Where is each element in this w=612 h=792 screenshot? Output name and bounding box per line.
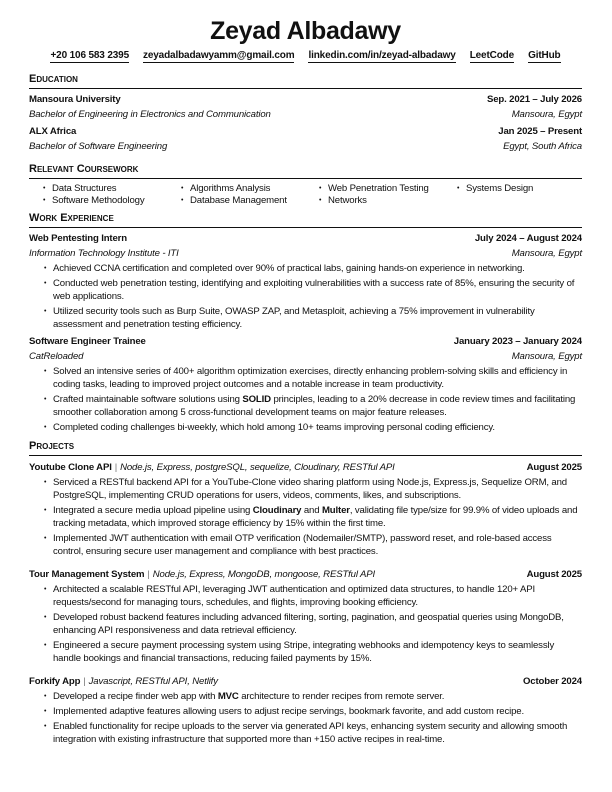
coursework-item: • Networks (319, 195, 457, 207)
job-dates: July 2024 – August 2024 (474, 233, 582, 244)
job-title: Software Engineer Trainee (29, 336, 146, 347)
job-location: Mansoura, Egypt (511, 248, 582, 259)
bullet-text: Achieved CCNA certification and completed over 90% of practical labs, gaining hands-on experience in networking. (53, 263, 525, 274)
separator: | (147, 569, 150, 580)
phone-link[interactable]: +20 106 583 2395 (50, 50, 129, 61)
job-location: Mansoura, Egypt (511, 351, 582, 362)
bullet-list (29, 690, 582, 746)
entry-row (29, 248, 582, 260)
education-dates: Jan 2025 – Present (498, 126, 582, 137)
organization: Information Technology Institute - ITI (29, 248, 179, 259)
organization: CatReloaded (29, 351, 84, 362)
project-stack: Node.js, Express, MongoDB, mongoose, RESTful API (152, 569, 376, 580)
education-dates: Sep. 2021 – July 2026 (487, 94, 582, 105)
entry-row (29, 141, 582, 153)
coursework-item: • Web Penetration Testing (319, 183, 457, 195)
bullet-item (53, 639, 582, 665)
bullet-text: and (301, 505, 322, 516)
bullet-item (53, 305, 582, 331)
entry-row (29, 94, 582, 106)
coursework-list (29, 183, 582, 206)
project-date: October 2024 (523, 676, 582, 687)
entry-row (29, 233, 582, 245)
github-link[interactable]: GitHub (528, 50, 561, 61)
bullet-item (53, 277, 582, 303)
project-header (29, 462, 582, 474)
project-date: August 2025 (526, 569, 582, 580)
job-dates: January 2023 – January 2024 (453, 336, 582, 347)
education-heading: Education (29, 73, 582, 89)
bullet-text: Solved an intensive series of 400+ algorithm optimization exercises, directly enhancing problem-solving skills and efficiency in coding tasks, leading to improved project outcomes and a notable increase in team productivity. (53, 366, 568, 390)
experience-entry (29, 336, 582, 434)
projects-list (29, 462, 582, 746)
coursework-heading: Relevant Coursework (29, 163, 582, 179)
education-list (29, 94, 582, 153)
bullet-text: Enabled functionality for recipe uploads to the server via generated API keys, enhancing system security and allowing smooth integration with existing infrastructure that supported more than +150 active recipes in real-time. (53, 721, 568, 745)
bullet-text: Implemented JWT authentication with email OTP verification (Nodemailer/SMTP), password reset, and role-based access control, ensuring secure user management and compliance with best practices. (53, 533, 552, 557)
bullet-text: architecture to render recipes from remote server. (238, 691, 445, 702)
coursework-item: • Software Methodology (43, 195, 181, 207)
candidate-name: Zeyad Albadawy (210, 17, 401, 45)
coursework-item: • Data Structures (43, 183, 181, 195)
bullet-text: Crafted maintainable software solutions using (53, 394, 243, 405)
bullet-item (53, 262, 582, 275)
bullet-text: Multer (321, 505, 350, 516)
bullet-text: Conducted web penetration testing, identifying and exploiting vulnerabilities with a success rate of 85%, ensuring the security of web applications. (53, 278, 575, 302)
bullet-item (53, 611, 582, 637)
project-title (29, 462, 395, 474)
bullet-text: Completed coding challenges bi-weekly, which hold among 10+ teams improving personal coding efficiency. (53, 422, 495, 433)
bullet-text: Architected a scalable RESTful API, leveraging JWT authentication and optimized data structures, to handle 120+ API requests/second for managing tours, schedules, and flights, improving booking efficiency. (53, 584, 535, 608)
bullet-list (29, 583, 582, 665)
project-stack: Javascript, RESTful API, Netlify (88, 676, 218, 687)
project-stack: Node.js, Express, postgreSQL, sequelize, Cloudinary, RESTful API (120, 462, 395, 473)
email-link[interactable]: zeyadalbadawyamm@gmail.com (143, 50, 295, 61)
bullet-text: Serviced a RESTful backend API for a YouTube-Clone video sharing platform using Node.js, Express.js, Sequelize ORM, and PostgreSQL, implementing CRUD operations for users, videos, comments, likes, and subscriptions. (53, 477, 567, 501)
education-location: Mansoura, Egypt (511, 109, 582, 120)
bullet-item (53, 705, 582, 718)
bullet-list (29, 262, 582, 331)
bullet-text: Utilized security tools such as Burp Suite, OWASP ZAP, and Metasploit, achieving a 75% improvement in vulnerability assessment and penetration testing efficiency. (53, 306, 535, 330)
project-entry (29, 676, 582, 746)
project-name: Forkify App (29, 676, 81, 687)
degree: Bachelor of Software Engineering (29, 141, 168, 152)
bullet-list (29, 476, 582, 558)
project-entry (29, 462, 582, 558)
leetcode-link[interactable]: LeetCode (469, 50, 515, 61)
bullet-item (53, 421, 582, 434)
separator: | (114, 462, 118, 473)
bullet-item (53, 532, 582, 558)
bullet-item (53, 583, 582, 609)
job-title: Web Pentesting Intern (29, 233, 127, 244)
entry-row (29, 126, 582, 138)
experience-heading: Work Experience (29, 212, 582, 228)
project-header (29, 569, 582, 581)
projects-heading: Projects (29, 440, 582, 456)
experience-list (29, 233, 582, 434)
project-date: August 2025 (526, 462, 582, 473)
contact-links (29, 50, 582, 63)
education-location: Egypt, South Africa (503, 141, 582, 152)
experience-entry (29, 233, 582, 331)
bullet-text: Cloudinary (252, 505, 302, 516)
bullet-text: MVC (217, 691, 239, 702)
entry-row (29, 336, 582, 348)
bullet-item (53, 476, 582, 502)
bullet-text: principles, leading to a 20% decrease in code review times and facilitating smoother collaboration among 5 cross-functional development teams on major feature releases. (53, 394, 576, 418)
coursework-item: • Systems Design (457, 183, 595, 195)
bullet-text: Implemented adaptive features allowing users to adjust recipe servings, bookmark favorite, and add custom recipe. (53, 706, 524, 717)
bullet-item (53, 365, 582, 391)
project-header (29, 676, 582, 688)
school-name: ALX Africa (29, 126, 77, 137)
resume-page (29, 16, 582, 748)
bullet-text: , validating file type/size for 99.9% of video uploads and tracking metadata, which improved storage efficiency by 15% within the first time. (53, 505, 578, 529)
coursework-item: • Algorithms Analysis (181, 183, 319, 195)
project-name: Tour Management System (29, 569, 145, 580)
coursework-item: • Database Management (181, 195, 319, 207)
linkedin-link[interactable]: linkedin.com/in/zeyad-albadawy (308, 50, 456, 61)
bullet-list (29, 365, 582, 434)
degree: Bachelor of Engineering in Electronics and Communication (29, 109, 271, 120)
bullet-text: SOLID (242, 394, 271, 405)
bullet-text: Developed a recipe finder web app with (53, 691, 218, 702)
project-title (29, 569, 375, 581)
school-name: Mansoura University (29, 94, 121, 105)
project-entry (29, 569, 582, 665)
bullet-item (53, 393, 582, 419)
entry-row (29, 351, 582, 363)
education-entry (29, 94, 582, 121)
separator: | (83, 676, 86, 687)
bullet-text: Developed robust backend features including advanced filtering, sorting, pagination, and geospatial queries using MongoDB, enhancing API responsiveness and data retrieval efficiency. (53, 612, 564, 636)
bullet-text: Integrated a secure media upload pipeline using (53, 505, 253, 516)
bullet-item (53, 720, 582, 746)
bullet-text: Engineered a secure payment processing system using Stripe, integrating webhooks and idempotency keys to seamlessly handle bookings and financial transactions, reducing failed payments by 15%. (53, 640, 555, 664)
project-name: Youtube Clone API (29, 462, 112, 473)
bullet-item (53, 690, 582, 703)
project-title (29, 676, 218, 688)
education-entry (29, 126, 582, 153)
entry-row (29, 109, 582, 121)
bullet-item (53, 504, 582, 530)
